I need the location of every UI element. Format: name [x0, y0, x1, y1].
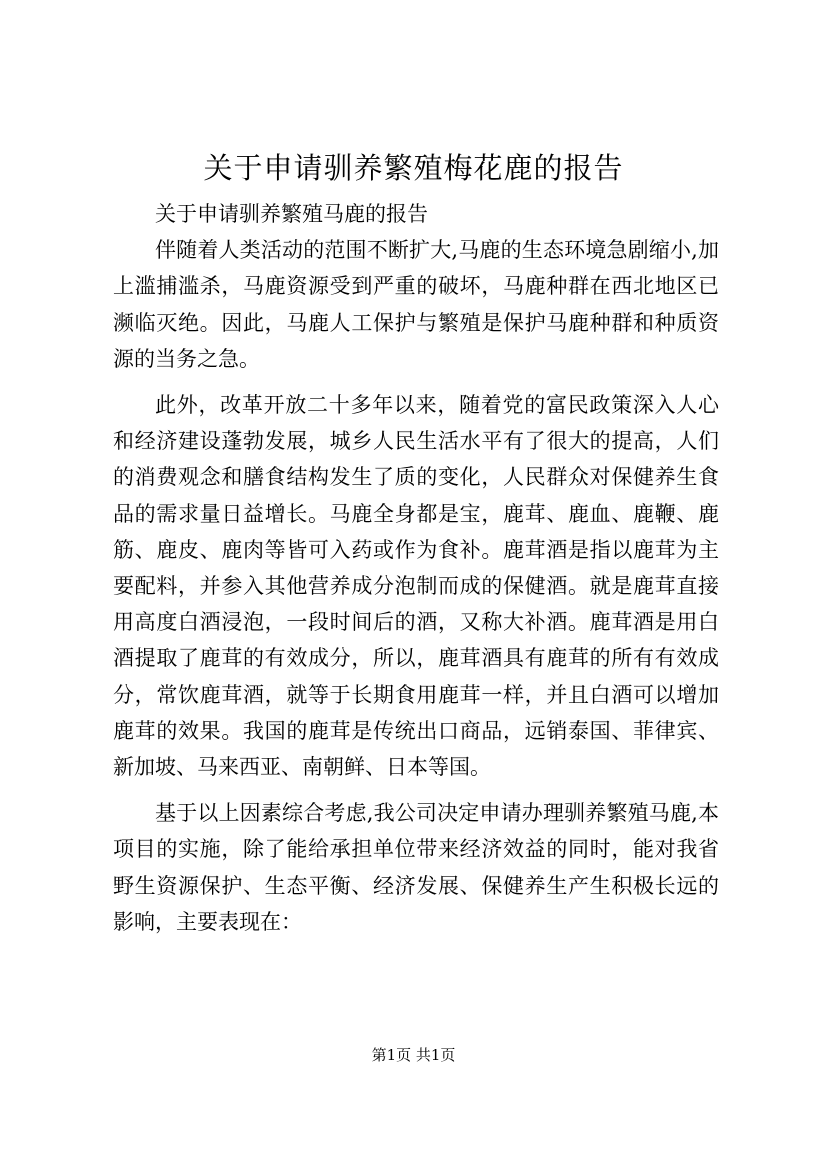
- page-number-footer: 第1页 共1页: [371, 1046, 456, 1064]
- paragraph-3: 基于以上因素综合考虑,我公司决定申请办理驯养繁殖马鹿,本项目的实施，除了能给承担单位带来经济效益的同时，能对我省野生资源保护、生态平衡、经济发展、保健养生产生积极长远的影响，主要表现在：: [113, 801, 719, 934]
- paragraph-2: 此外，改革开放二十多年以来，随着党的富民政策深入人心和经济建设蓬勃发展，城乡人民生活水平有了很大的提高，人们的消费观念和膳食结构发生了质的变化，人民群众对保健养生食品的需求量日益增长。马鹿全身都是宝，鹿茸、鹿血、鹿鞭、鹿筋、鹿皮、鹿肉等皆可入药或作为食补。鹿茸酒是指以鹿茸为主要配料，并参入其他营养成分泡制而成的保健酒。就是鹿茸直接用高度白酒浸泡，一段时间后的酒，又称大补酒。鹿茸酒是用白酒提取了鹿茸的有效成分，所以，鹿茸酒具有鹿茸的所有有效成分，常饮鹿茸酒，就等于长期食用鹿茸一样，并且白酒可以增加鹿茸的效果。我国的鹿茸是传统出口商品，远销泰国、菲律宾、新加坡、马来西亚、南朝鲜、日本等国。: [113, 393, 719, 780]
- document-subtitle: 关于申请驯养繁殖马鹿的报告: [155, 202, 428, 226]
- paragraph-1: 伴随着人类活动的范围不断扩大,马鹿的生态环境急剧缩小,加上滥捕滥杀，马鹿资源受到严重的破坏，马鹿种群在西北地区已濒临灭绝。因此，马鹿人工保护与繁殖是保护马鹿种群和种质资源的当务之急。: [113, 238, 719, 371]
- document-title: 关于申请驯养繁殖梅花鹿的报告: [203, 151, 624, 185]
- document-body: [113, 196, 719, 940]
